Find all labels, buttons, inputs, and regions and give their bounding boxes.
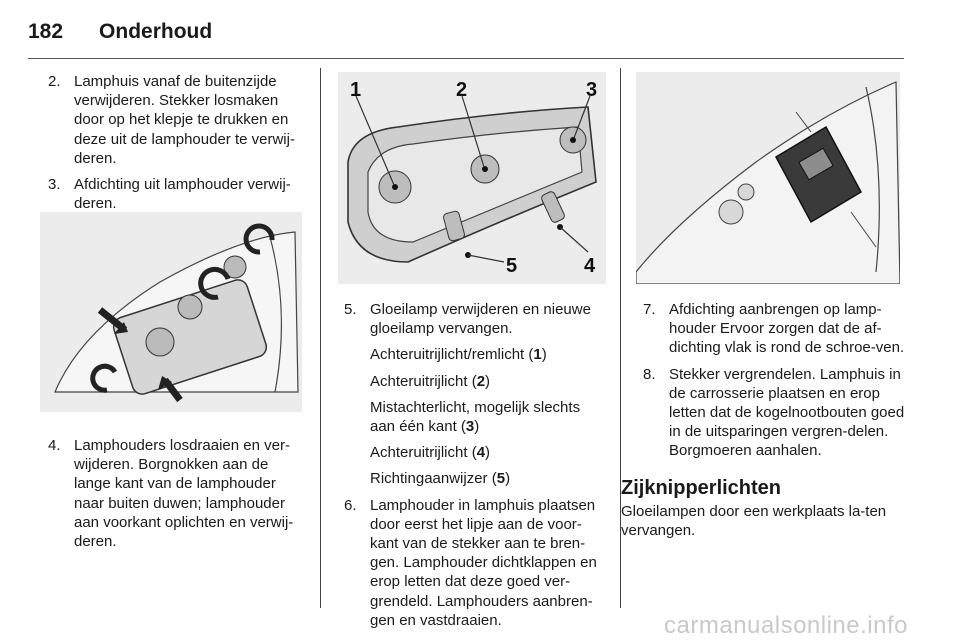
step-number: 5. [344, 301, 357, 318]
column-divider-left [320, 68, 321, 608]
step-text: Afdichting uit lamphouder verwij-deren. [74, 176, 291, 213]
bulb-item: Mistachterlicht, mogelijk slechts aan één kant (3) [370, 398, 581, 436]
step-number: 3. [48, 176, 61, 194]
page-header [28, 12, 212, 52]
step-text: Lamphouder in lamphuis plaatsen door eerst het lipje aan de voor-kant van de stekker aan te bren-gen. Lamphouder dichtklappen en erop letten dat deze goed ver-grendeld. Lamphouders aanbren-gen en vastdraaien. [370, 496, 597, 629]
bulb-item: Achteruitrijlicht/remlicht (1) [370, 346, 547, 364]
illustration-seal-fitting [636, 72, 900, 284]
seal-fitting-drawing [636, 72, 900, 284]
callout-3: 3 [586, 79, 598, 101]
page-title: Onderhoud [99, 20, 213, 43]
step-text: Gloeilamp verwijderen en nieuwe gloeilamp vervangen. [370, 301, 591, 338]
callout-1: 1 [350, 79, 362, 101]
step-number: 8. [643, 365, 656, 383]
callout-4: 4 [584, 255, 596, 277]
section-heading: Zijknipperlichten [621, 476, 782, 499]
step-5 [344, 300, 606, 338]
bulb-item: Richtingaanwijzer (5) [370, 470, 511, 488]
step-text: Lamphouders losdraaien en ver-wijderen. Borgnokken aan de lange kant van de lamphouder naar buiten duwen; lamphouder aan voorkant oplichten en verwij-deren. [74, 437, 294, 551]
step-2 [48, 72, 304, 168]
step-3 [48, 175, 304, 213]
column-2 [344, 300, 606, 637]
bulb-positions-drawing [338, 72, 606, 284]
lamp-holder-removal-drawing [40, 212, 302, 412]
step-8 [643, 365, 905, 461]
step-6 [344, 496, 606, 630]
header-rule [28, 58, 904, 59]
page-number: 182 [28, 20, 64, 43]
step-7 [643, 300, 905, 358]
column-1-lower [48, 436, 304, 558]
step-text: Afdichting aanbrengen op lamp-houder Ervoor zorgen dat de af-dichting vlak is rond de schroe-ven. [669, 301, 905, 357]
step-text: Stekker vergrendelen. Lamphuis in de carrosserie plaatsen en erop letten dat de kogelnootbouten goed in de uitsparingen vergren-delen. Borgmoeren aanhalen. [669, 365, 905, 460]
bulb-item: Achteruitrijlicht (4) [370, 444, 491, 462]
callout-5: 5 [506, 255, 518, 277]
watermark: carmanualsonline.info [664, 612, 908, 639]
illustration-lamp-holder-removal [40, 212, 302, 412]
step-text: Lamphuis vanaf de buitenzijde verwijderen. Stekker losmaken door op het klepje te drukken en deze uit de lamphouder te verwij-deren. [74, 73, 295, 167]
step-number: 2. [48, 73, 61, 90]
column-1 [48, 72, 304, 220]
step-4 [48, 436, 304, 551]
bulb-item: Achteruitrijlicht (2) [370, 372, 491, 390]
column-3 [621, 300, 905, 540]
step-number: 7. [643, 301, 656, 318]
callout-2: 2 [456, 79, 468, 101]
illustration-bulb-positions [338, 72, 606, 284]
section-text: Gloeilampen door een werkplaats la-ten vervangen. [621, 502, 887, 540]
step-number: 6. [344, 496, 357, 514]
step-number: 4. [48, 437, 61, 454]
